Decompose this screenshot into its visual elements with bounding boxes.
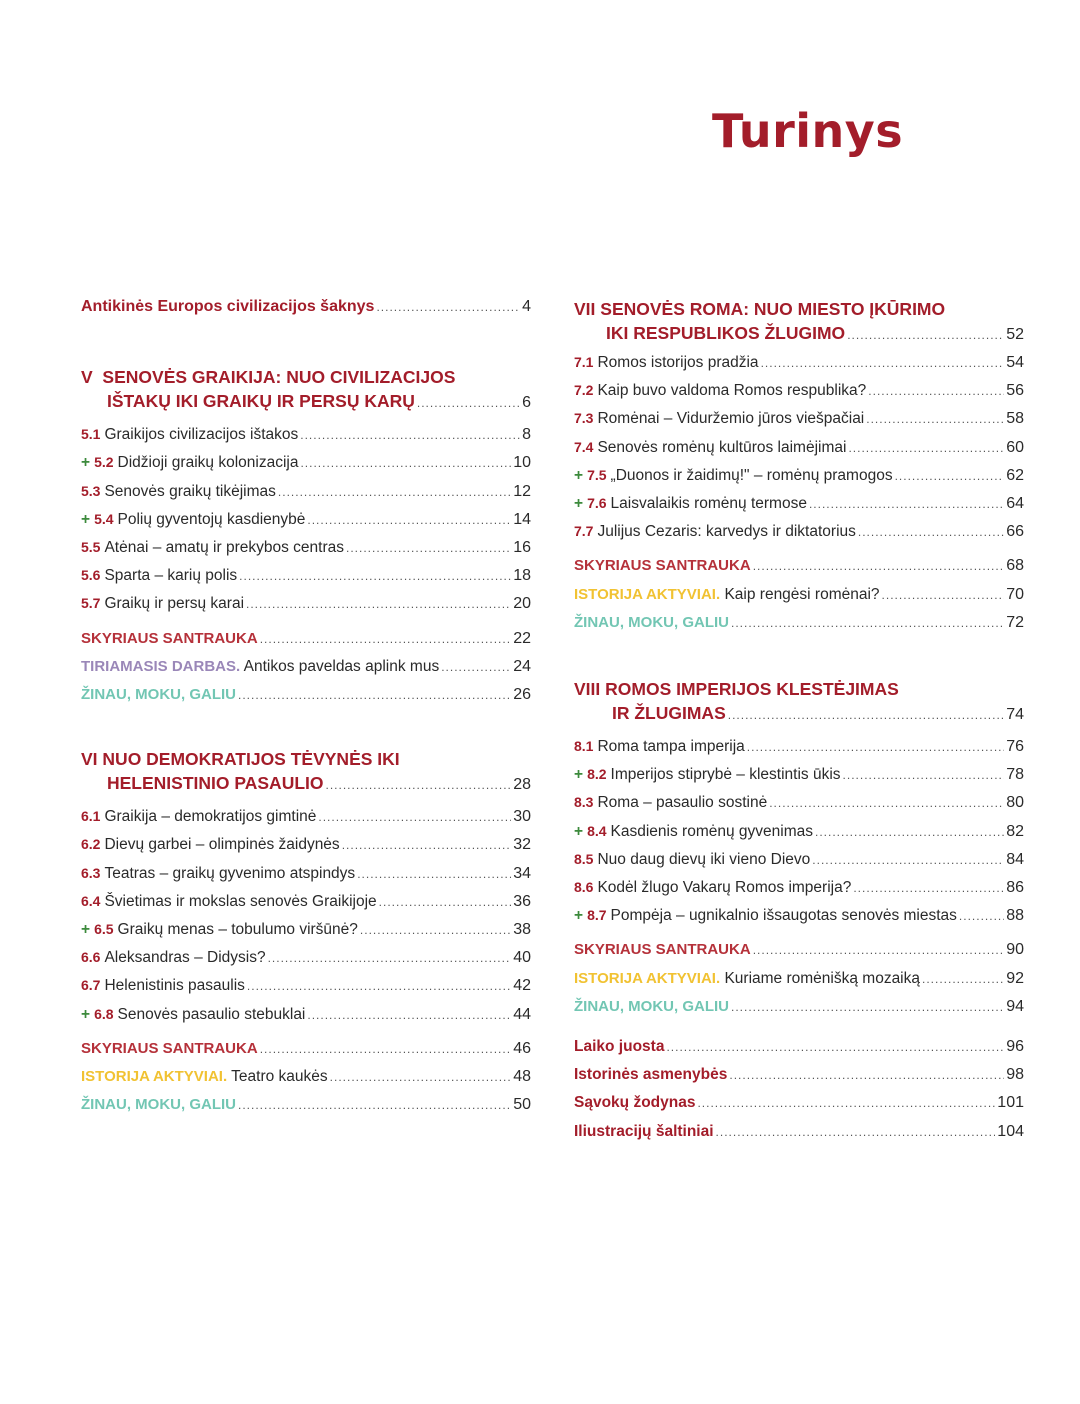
section-number: 7.3 <box>574 410 594 427</box>
dot-leader <box>868 378 1004 405</box>
toc-entry[interactable] <box>574 462 1024 490</box>
page-number: 72 <box>1006 613 1024 631</box>
dot-leader <box>360 917 511 944</box>
chapter-title-line2: HELENISTINIO PASAULIO <box>107 773 324 794</box>
chapter-heading-vi[interactable] <box>81 747 531 797</box>
active-label: ISTORIJA AKTYVIAI. <box>81 1068 228 1086</box>
section-number: 6.4 <box>81 892 101 909</box>
supplementary-plus-icon: + <box>574 822 584 840</box>
section-number: 5.2 <box>94 454 114 471</box>
entry-title: Iliustracijų šaltiniai <box>574 1122 714 1140</box>
dot-leader <box>307 507 511 534</box>
toc-entry-active[interactable] <box>81 1063 531 1091</box>
dot-leader <box>753 937 1005 964</box>
entry-title: Kaip rengėsi romėnai? <box>724 585 880 603</box>
toc-entry[interactable] <box>574 518 1024 546</box>
active-label: ISTORIJA AKTYVIAI. <box>574 969 721 987</box>
page-number: 38 <box>513 921 531 939</box>
page-number: 66 <box>1006 523 1024 541</box>
dot-leader <box>809 491 1004 518</box>
section-number: 8.2 <box>587 766 607 783</box>
page-number: 90 <box>1006 941 1024 959</box>
dot-leader <box>357 861 511 888</box>
dot-leader <box>238 1092 511 1119</box>
entry-title: Laiko juosta <box>574 1038 665 1056</box>
toc-entry[interactable] <box>81 803 531 831</box>
dot-leader <box>848 435 1004 462</box>
chapter-title-line1: SENOVĖS GRAIKIJA: NUO CIVILIZACIJOS <box>102 367 456 388</box>
chapter-title-line1: SENOVĖS ROMA: NUO MIESTO ĮKŪRIMO <box>600 299 946 319</box>
section-number: 8.5 <box>574 850 594 867</box>
entry-title: Didžioji graikų kolonizacija <box>117 454 299 472</box>
active-label: ISTORIJA AKTYVIAI. <box>574 585 721 603</box>
section-number: 5.5 <box>81 539 101 556</box>
summary-label: SKYRIAUS SANTRAUKA <box>81 629 258 647</box>
toc-entry-know[interactable] <box>574 609 1024 637</box>
section-number: 6.2 <box>81 836 101 853</box>
dot-leader <box>346 535 511 562</box>
page-number: 74 <box>1006 706 1024 724</box>
entry-title: Roma tampa imperija <box>597 738 745 756</box>
toc-entry-active[interactable] <box>574 965 1024 993</box>
toc-entry[interactable] <box>81 590 531 618</box>
page-number: 84 <box>1006 850 1024 868</box>
page-number: 64 <box>1006 495 1024 513</box>
page-number: 52 <box>1006 326 1024 343</box>
toc-left-column <box>81 293 531 1119</box>
entry-title: Švietimas ir mokslas senovės Graikijoje <box>104 892 377 910</box>
section-number: 6.1 <box>81 808 101 825</box>
entry-title: Kasdienis romėnų gyvenimas <box>610 822 813 840</box>
dot-leader <box>376 294 520 321</box>
chapter-title-line2: IŠTAKŲ IKI GRAIKŲ IR PERSŲ KARŲ <box>107 391 415 412</box>
chapter-roman: VI <box>81 749 98 770</box>
page-number: 62 <box>1006 466 1024 484</box>
dot-leader <box>847 323 1004 347</box>
dot-leader <box>307 1002 511 1029</box>
chapter-heading-vii[interactable] <box>574 297 1024 347</box>
dot-leader <box>853 875 1004 902</box>
page-number: 44 <box>513 1005 531 1023</box>
toc-entry[interactable] <box>574 377 1024 405</box>
section-number: 8.4 <box>587 822 607 839</box>
entry-title: Dievų garbei – olimpinės žaidynės <box>104 836 340 854</box>
toc-entry[interactable] <box>81 478 531 506</box>
dot-leader <box>300 450 511 477</box>
page-number: 96 <box>1006 1038 1024 1056</box>
entry-title: „Duonos ir žaidimų!" – romėnų pramogos <box>610 466 893 484</box>
page-number: 16 <box>513 539 531 557</box>
chapter-heading-viii[interactable] <box>574 677 1024 727</box>
toc-entry-backmatter[interactable] <box>574 1089 1024 1117</box>
chapter-title-line2: IKI RESPUBLIKOS ŽLUGIMO <box>606 323 846 343</box>
toc-entry[interactable] <box>574 874 1024 902</box>
entry-title: Graikija – demokratijos gimtinė <box>104 808 317 826</box>
supplementary-plus-icon: + <box>81 1005 91 1023</box>
toc-entry[interactable] <box>81 916 531 944</box>
entry-title: Kaip buvo valdoma Romos respublika? <box>597 382 867 400</box>
entry-title: Antikinės Europos civilizacijos šaknys <box>81 298 375 315</box>
toc-entry[interactable] <box>81 421 531 449</box>
section-number: 5.4 <box>94 510 114 527</box>
entry-title: Imperijos stiprybė – klestintis ūkis <box>610 766 841 784</box>
entry-title: Sąvokų žodynas <box>574 1094 696 1112</box>
page-number: 32 <box>513 836 531 854</box>
chapter-roman: VIII <box>574 679 601 700</box>
know-label: ŽINAU, MOKU, GALIU <box>81 1096 236 1114</box>
section-number: 5.7 <box>81 595 101 612</box>
dot-leader <box>769 790 1004 817</box>
chapter-roman: V <box>81 367 93 388</box>
summary-label: SKYRIAUS SANTRAUKA <box>574 557 751 575</box>
toc-entry-research[interactable] <box>81 653 531 681</box>
toc-entry-backmatter[interactable] <box>574 1033 1024 1061</box>
dot-leader <box>922 966 1004 993</box>
entry-title: Graikijos civilizacijos ištakos <box>104 426 299 444</box>
dot-leader <box>326 773 512 797</box>
entry-title: Kuriame romėnišką mozaiką <box>724 969 920 987</box>
dot-leader <box>815 819 1004 846</box>
toc-entry-backmatter[interactable] <box>574 1061 1024 1089</box>
dot-leader <box>666 1034 1004 1061</box>
toc-entry[interactable] <box>574 733 1024 761</box>
supplementary-plus-icon: + <box>81 454 91 472</box>
entry-title: Teatro kaukės <box>231 1068 328 1086</box>
page-number: 22 <box>513 629 531 647</box>
entry-title: Senovės graikų tikėjimas <box>104 482 276 500</box>
page-number: 70 <box>1006 585 1024 603</box>
toc-entry[interactable] <box>574 902 1024 930</box>
toc-entry[interactable] <box>574 761 1024 789</box>
section-number: 6.7 <box>81 977 101 994</box>
dot-leader <box>342 832 512 859</box>
entry-title: Pompėja – ugnikalnio išsaugotas senovės miestas <box>610 907 957 925</box>
page-number: 56 <box>1006 382 1024 400</box>
entry-title: Graikų menas – tobulumo viršūnė? <box>117 921 358 939</box>
toc-entry-backmatter[interactable] <box>574 1118 1024 1146</box>
supplementary-plus-icon: + <box>574 466 584 484</box>
page-number: 6 <box>522 394 531 412</box>
dot-leader <box>761 350 1005 377</box>
entry-title: Istorinės asmenybės <box>574 1066 728 1084</box>
section-number: 7.6 <box>587 495 607 512</box>
toc-entry[interactable] <box>574 490 1024 518</box>
entry-title: Kodėl žlugo Vakarų Romos imperija? <box>597 879 852 897</box>
dot-leader <box>716 1119 996 1146</box>
supplementary-plus-icon: + <box>81 510 91 528</box>
entry-title: Sparta – karių polis <box>104 567 238 585</box>
dot-leader <box>330 1064 512 1091</box>
dot-leader <box>731 994 1004 1021</box>
dot-leader <box>268 945 512 972</box>
chapter-title-line1: ROMOS IMPERIJOS KLESTĖJIMAS <box>605 679 899 700</box>
page-number: 60 <box>1006 438 1024 456</box>
entry-title: Helenistinis pasaulis <box>104 977 245 995</box>
dot-leader <box>239 563 511 590</box>
entry-title: Roma – pasaulio sostinė <box>597 794 768 812</box>
toc-entry[interactable] <box>81 506 531 534</box>
page-number: 82 <box>1006 822 1024 840</box>
section-number: 5.6 <box>81 567 101 584</box>
page-number: 30 <box>513 808 531 826</box>
dot-leader <box>246 591 511 618</box>
section-number: 6.8 <box>94 1005 114 1022</box>
page-title: Turinys <box>712 104 904 158</box>
dot-leader <box>697 1090 995 1117</box>
page-number: 80 <box>1006 794 1024 812</box>
dot-leader <box>318 804 511 831</box>
page-number: 76 <box>1006 738 1024 756</box>
entry-title: Nuo daug dievų iki vieno Dievo <box>597 850 811 868</box>
page-number: 10 <box>513 454 531 472</box>
page-number: 20 <box>513 595 531 613</box>
toc-entry[interactable] <box>81 1001 531 1029</box>
entry-title: Antikos paveldas aplink mus <box>243 657 440 675</box>
toc-entry-active[interactable] <box>574 581 1024 609</box>
toc-entry-intro[interactable] <box>81 293 531 321</box>
supplementary-plus-icon: + <box>574 907 584 925</box>
know-label: ŽINAU, MOKU, GALIU <box>574 613 729 631</box>
dot-leader <box>858 519 1004 546</box>
dot-leader <box>895 463 1005 490</box>
toc-entry-summary[interactable] <box>81 625 531 653</box>
page-number: 8 <box>522 426 531 444</box>
toc-entry-know[interactable] <box>81 1091 531 1119</box>
dot-leader <box>260 626 512 653</box>
section-number: 5.1 <box>81 426 101 443</box>
entry-title: Senovės pasaulio stebuklai <box>117 1005 306 1023</box>
section-number: 8.6 <box>574 879 594 896</box>
entry-title: Aleksandras – Didysis? <box>104 949 266 967</box>
section-number: 8.3 <box>574 794 594 811</box>
page-number: 88 <box>1006 907 1024 925</box>
page-number: 26 <box>513 686 531 704</box>
supplementary-plus-icon: + <box>81 921 91 939</box>
entry-title: Polių gyventojų kasdienybė <box>117 510 306 528</box>
dot-leader <box>247 973 511 1000</box>
dot-leader <box>441 654 511 681</box>
toc-entry[interactable] <box>574 846 1024 874</box>
page-number: 28 <box>513 776 531 794</box>
entry-title: Teatras – graikų gyvenimo atspindys <box>104 864 356 882</box>
page-number: 42 <box>513 977 531 995</box>
summary-label: SKYRIAUS SANTRAUKA <box>574 941 751 959</box>
toc-entry[interactable] <box>81 972 531 1000</box>
page-number: 18 <box>513 567 531 585</box>
research-label: TIRIAMASIS DARBAS. <box>81 657 241 675</box>
toc-right-column <box>574 297 1024 1146</box>
toc-entry-summary[interactable] <box>81 1035 531 1063</box>
dot-leader <box>843 762 1005 789</box>
toc-entry[interactable] <box>81 449 531 477</box>
entry-title: Romos istorijos pradžia <box>597 354 759 371</box>
section-number: 7.2 <box>574 382 594 399</box>
dot-leader <box>747 734 1004 761</box>
toc-entry[interactable] <box>81 534 531 562</box>
chapter-roman: VII <box>574 299 596 319</box>
page-number: 50 <box>513 1096 531 1114</box>
page-number: 58 <box>1006 410 1024 428</box>
section-number: 8.1 <box>574 738 594 755</box>
toc-entry[interactable] <box>81 860 531 888</box>
toc-entry[interactable] <box>574 789 1024 817</box>
dot-leader <box>417 391 520 415</box>
page-number: 40 <box>513 949 531 967</box>
dot-leader <box>731 610 1004 637</box>
supplementary-plus-icon: + <box>574 495 584 513</box>
know-label: ŽINAU, MOKU, GALIU <box>574 997 729 1015</box>
summary-label: SKYRIAUS SANTRAUKA <box>81 1039 258 1057</box>
toc-entry-summary[interactable] <box>574 936 1024 964</box>
section-number: 6.3 <box>81 864 101 881</box>
page-number: 68 <box>1006 557 1024 575</box>
page-number: 78 <box>1006 766 1024 784</box>
page-number: 98 <box>1006 1066 1024 1084</box>
dot-leader <box>278 479 511 506</box>
section-number: 5.3 <box>81 482 101 499</box>
chapter-title-line1: NUO DEMOKRATIJOS TĖVYNĖS IKI <box>102 749 400 770</box>
page-number: 4 <box>522 298 531 315</box>
supplementary-plus-icon: + <box>574 766 584 784</box>
toc-entry[interactable] <box>574 434 1024 462</box>
page-number: 86 <box>1006 879 1024 897</box>
toc-entry-know[interactable] <box>81 681 531 709</box>
toc-entry[interactable] <box>574 818 1024 846</box>
page-number: 36 <box>513 892 531 910</box>
entry-title: Graikų ir persų karai <box>104 595 245 613</box>
dot-leader <box>260 1036 512 1063</box>
dot-leader <box>379 889 512 916</box>
toc-entry[interactable] <box>574 405 1024 433</box>
dot-leader <box>882 582 1005 609</box>
section-number: 7.1 <box>574 354 594 370</box>
dot-leader <box>300 422 520 449</box>
entry-title: Julijus Cezaris: karvedys ir diktatorius <box>597 523 856 541</box>
toc-entry[interactable] <box>81 831 531 859</box>
chapter-heading-v[interactable] <box>81 365 531 415</box>
section-number: 6.6 <box>81 949 101 966</box>
dot-leader <box>866 406 1004 433</box>
dot-leader <box>729 1062 1004 1089</box>
dot-leader <box>728 703 1004 727</box>
section-number: 7.5 <box>587 466 607 483</box>
page-number: 104 <box>997 1122 1024 1140</box>
page-number: 101 <box>997 1094 1024 1112</box>
toc-entry[interactable] <box>81 944 531 972</box>
toc-entry[interactable] <box>81 562 531 590</box>
page-number: 12 <box>513 482 531 500</box>
page-number: 48 <box>513 1068 531 1086</box>
entry-title: Romėnai – Viduržemio jūros viešpačiai <box>597 410 865 428</box>
section-number: 6.5 <box>94 921 114 938</box>
dot-leader <box>753 553 1005 580</box>
page-number: 94 <box>1006 997 1024 1015</box>
toc-entry[interactable] <box>81 888 531 916</box>
page-number: 46 <box>513 1039 531 1057</box>
toc-entry-summary[interactable] <box>574 552 1024 580</box>
page-number: 92 <box>1006 969 1024 987</box>
chapter-title-line2: IR ŽLUGIMAS <box>612 703 726 724</box>
section-number: 8.7 <box>587 907 607 924</box>
section-number: 7.4 <box>574 438 594 455</box>
dot-leader <box>238 682 511 709</box>
dot-leader <box>812 847 1004 874</box>
toc-entry[interactable] <box>574 349 1024 377</box>
page-number: 24 <box>513 657 531 675</box>
section-number: 7.7 <box>574 523 594 540</box>
page-number: 14 <box>513 510 531 528</box>
entry-title: Senovės romėnų kultūros laimėjimai <box>597 438 847 456</box>
dot-leader <box>959 903 1004 930</box>
know-label: ŽINAU, MOKU, GALIU <box>81 686 236 704</box>
page-number: 34 <box>513 864 531 882</box>
toc-entry-know[interactable] <box>574 993 1024 1021</box>
entry-title: Laisvalaikis romėnų termose <box>610 495 807 513</box>
page-number: 54 <box>1006 354 1024 371</box>
entry-title: Atėnai – amatų ir prekybos centras <box>104 539 344 557</box>
